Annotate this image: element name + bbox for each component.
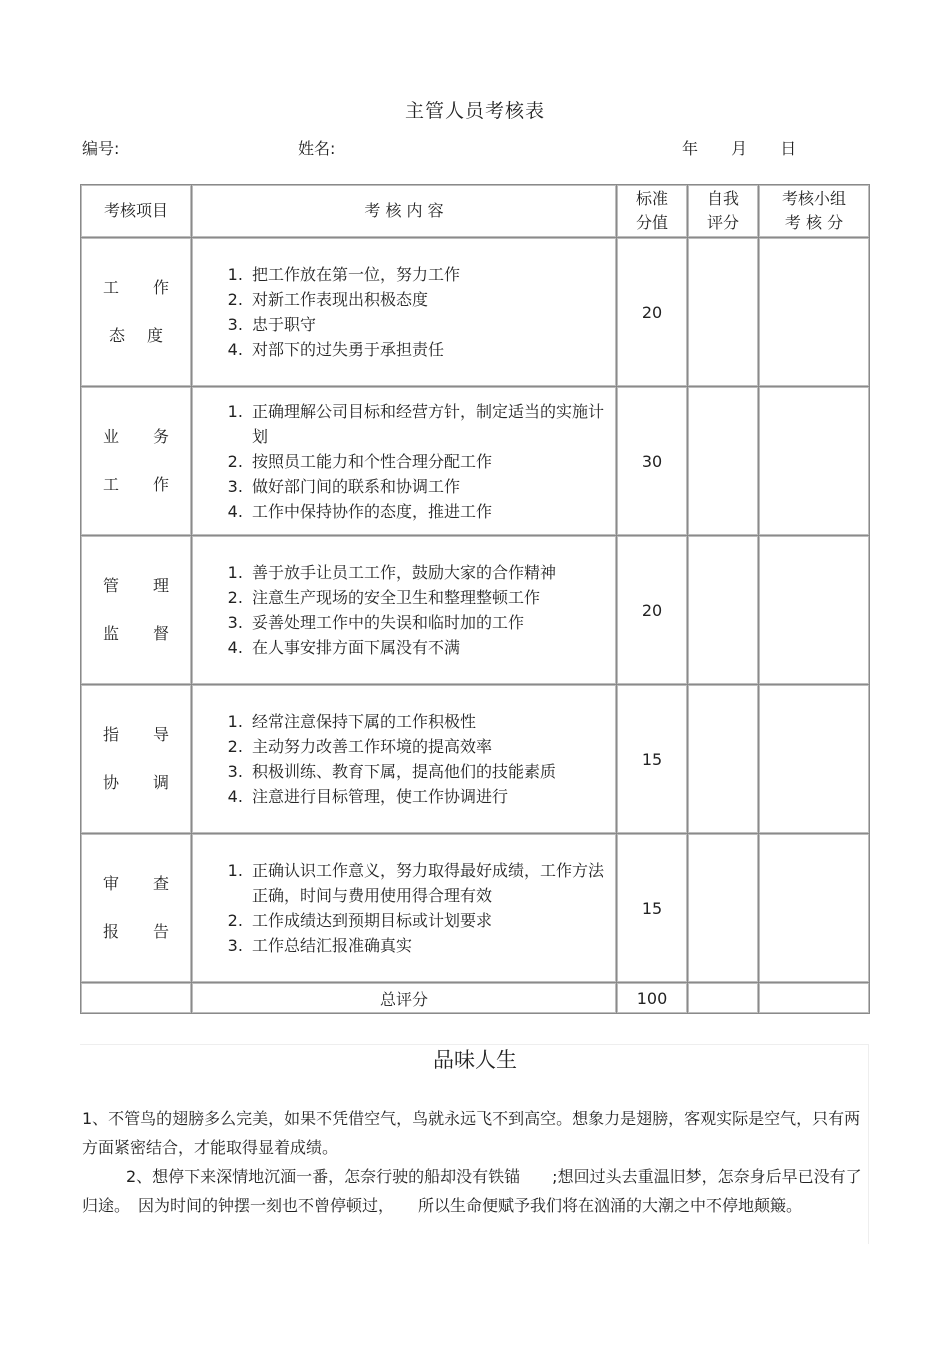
list-item: 1. 正确理解公司目标和经营方针，制定适当的实施计划 — [248, 399, 616, 449]
table-row — [81, 387, 870, 536]
standard-score: 15 — [617, 685, 688, 834]
content-cell — [192, 238, 617, 387]
content-cell — [192, 834, 617, 983]
list-item: 4. 工作中保持协作的态度，推进工作 — [248, 499, 616, 524]
group-score-cell[interactable] — [759, 387, 870, 536]
self-score-cell[interactable] — [688, 685, 759, 834]
total-group-cell[interactable] — [759, 983, 870, 1014]
year-label: 年 — [682, 139, 699, 158]
group-score-cell[interactable] — [759, 834, 870, 983]
group-score-cell[interactable] — [759, 685, 870, 834]
total-row — [81, 983, 870, 1014]
total-label: 总评分 — [192, 983, 617, 1014]
standard-score: 15 — [617, 834, 688, 983]
list-item: 2. 主动努力改善工作环境的提高效率 — [248, 734, 616, 759]
name-label: 姓名: — [298, 139, 336, 158]
day-label: 日 — [780, 139, 797, 158]
total-score: 100 — [617, 983, 688, 1014]
list-item: 2. 工作成绩达到预期目标或计划要求 — [248, 908, 616, 933]
list-item: 1. 经常注意保持下属的工作积极性 — [248, 709, 616, 734]
list-item: 2. 按照员工能力和个性合理分配工作 — [248, 449, 616, 474]
standard-score: 20 — [617, 536, 688, 685]
category-cell: 工 作 态 度 — [81, 238, 192, 387]
list-item: 1. 把工作放在第一位，努力工作 — [248, 262, 616, 287]
category-cell: 审 查 报 告 — [81, 834, 192, 983]
essay-title: 品味人生 — [433, 1048, 517, 1072]
form-title: 主管人员考核表 — [404, 100, 545, 122]
group-score-cell[interactable] — [759, 238, 870, 387]
category-cell: 管 理 监 督 — [81, 536, 192, 685]
self-score-cell[interactable] — [688, 536, 759, 685]
table-row — [81, 238, 870, 387]
essay-paragraph-2: 2、想停下来深情地沉湎一番，怎奈行驶的船却没有铁锚 ;想回过头去重温旧梦，怎奈身后早已没有了归途。 因为时间的钟摆一刻也不曾停顿过， 所以生命便赋予我们将在汹涌的大潮之中不停地颠簸。 — [82, 1167, 862, 1215]
header-item: 考核项目 — [81, 185, 192, 238]
table-header-row — [81, 185, 870, 238]
category-cell: 指 导 协 调 — [81, 685, 192, 834]
date-labels — [682, 136, 824, 159]
header-self: 自我 评分 — [688, 185, 759, 238]
evaluation-table — [80, 184, 870, 1014]
list-item: 3. 积极训练、教育下属，提高他们的技能素质 — [248, 759, 616, 784]
list-item: 3. 忠于职守 — [248, 312, 616, 337]
self-score-cell[interactable] — [688, 834, 759, 983]
category-cell: 业 务 工 作 — [81, 387, 192, 536]
header-group: 考核小组 考 核 分 — [759, 185, 870, 238]
list-item: 2. 对新工作表现出积极态度 — [248, 287, 616, 312]
total-self-cell[interactable] — [688, 983, 759, 1014]
content-cell — [192, 387, 617, 536]
table-row — [81, 834, 870, 983]
list-item: 3. 做好部门间的联系和协调工作 — [248, 474, 616, 499]
content-cell — [192, 536, 617, 685]
header-standard: 标准 分值 — [617, 185, 688, 238]
month-label: 月 — [731, 139, 748, 158]
list-item: 3. 工作总结汇报准确真实 — [248, 933, 616, 958]
self-score-cell[interactable] — [688, 238, 759, 387]
total-blank-cell — [81, 983, 192, 1014]
list-item: 1. 正确认识工作意义，努力取得最好成绩，工作方法正确，时间与费用使用得合理有效 — [248, 858, 616, 908]
list-item: 4. 在人事安排方面下属没有不满 — [248, 635, 616, 660]
standard-score: 20 — [617, 238, 688, 387]
content-cell — [192, 685, 617, 834]
header-content: 考 核 内 容 — [192, 185, 617, 238]
group-score-cell[interactable] — [759, 536, 870, 685]
list-item: 3. 妥善处理工作中的失误和临时加的工作 — [248, 610, 616, 635]
essay-paragraph-1: 1、不管鸟的翅膀多么完美，如果不凭借空气，鸟就永远飞不到高空。想象力是翅膀，客观实际是空气，只有两方面紧密结合，才能取得显着成绩。 — [82, 1109, 861, 1157]
number-label: 编号: — [82, 139, 120, 158]
list-item: 1. 善于放手让员工工作，鼓励大家的合作精神 — [248, 560, 616, 585]
standard-score: 30 — [617, 387, 688, 536]
list-item: 4. 注意进行目标管理，使工作协调进行 — [248, 784, 616, 809]
self-score-cell[interactable] — [688, 387, 759, 536]
table-row — [81, 685, 870, 834]
list-item: 2. 注意生产现场的安全卫生和整理整顿工作 — [248, 585, 616, 610]
table-row — [81, 536, 870, 685]
list-item: 4. 对部下的过失勇于承担责任 — [248, 337, 616, 362]
